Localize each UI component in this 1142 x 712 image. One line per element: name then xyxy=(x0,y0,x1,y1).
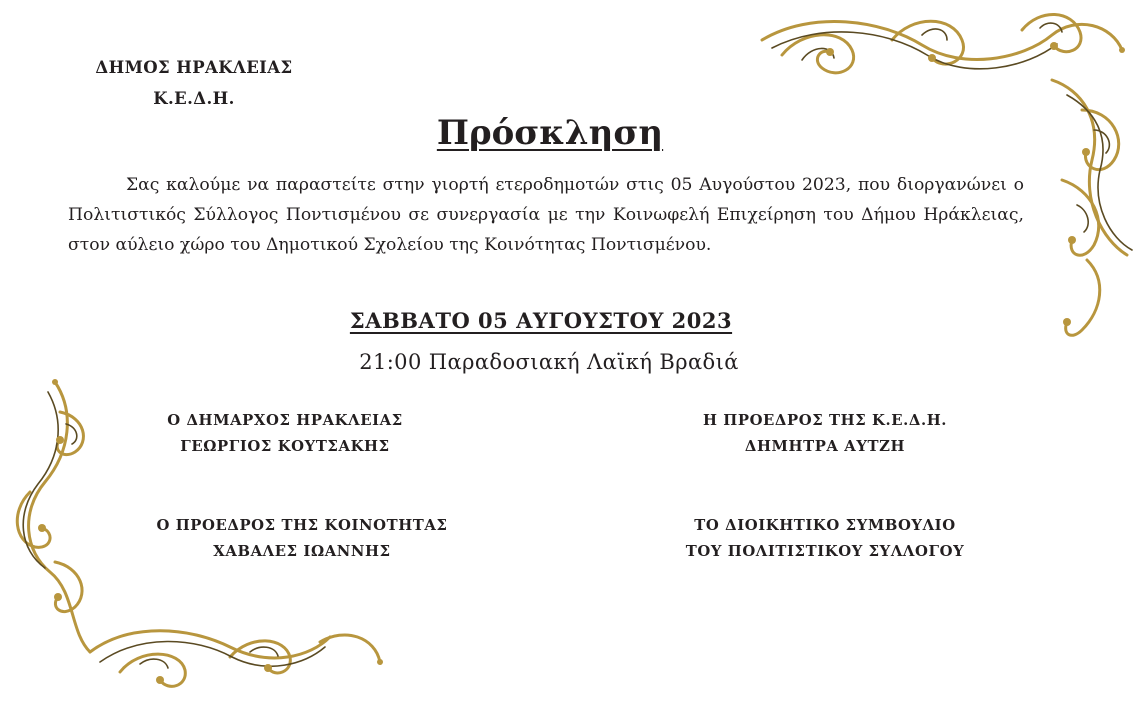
signature-board xyxy=(640,513,1010,565)
signature-name: ΓΕΩΡΓΙΟΣ ΚΟΥΤΣΑΚΗΣ xyxy=(180,438,390,455)
signature-mayor xyxy=(120,408,450,460)
signature-role: Η ΠΡΟΕΔΡΟΣ ΤΗΣ Κ.Ε.Δ.Η. xyxy=(702,412,948,429)
signature-name: ΤΟΥ ΠΟΛΙΤΙΣΤΙΚΟΥ ΣΥΛΛΟΓΟΥ xyxy=(685,543,965,560)
invitation-body: Σας καλούμε να παραστείτε στην γιορτή ετεροδημοτών στις 05 Αυγούστου 2023, που διοργανώνει ο Πολιτιστικός Σύλλογος Ποντισμένου σε συνεργασία με την Κοινωφελή Επιχείρηση του Δήμου Ηράκλειας, στον αύλειο χώρο του Δημοτικού Σχολείου της Κοινότητας Ποντισμένου. xyxy=(68,175,1024,255)
signature-name: ΔΗΜΗΤΡΑ ΑΥΤΖΗ xyxy=(744,438,906,455)
signature-community-president xyxy=(112,513,492,565)
invitation-title: Πρόσκληση xyxy=(436,113,664,153)
signature-role: Ο ΔΗΜΑΡΧΟΣ ΗΡΑΚΛΕΙΑΣ xyxy=(167,412,403,429)
signature-role: ΤΟ ΔΙΟΙΚΗΤΙΚΟ ΣΥΜΒΟΥΛΙΟ xyxy=(694,517,956,534)
organization-name: ΔΗΜΟΣ ΗΡΑΚΛΕΙΑΣ xyxy=(95,58,293,77)
signature-keda-president xyxy=(650,408,1000,460)
organization-subname: Κ.Ε.Δ.Η. xyxy=(153,89,235,108)
event-date: ΣΑΒΒΑΤΟ 05 ΑΥΓΟΥΣΤΟΥ 2023 xyxy=(349,308,733,333)
event-program: 21:00 Παραδοσιακή Λαϊκή Βραδιά xyxy=(359,350,739,374)
signature-role: Ο ΠΡΟΕΔΡΟΣ ΤΗΣ ΚΟΙΝΟΤΗΤΑΣ xyxy=(156,517,448,534)
signature-name: ΧΑΒΑΛΕΣ ΙΩΑΝΝΗΣ xyxy=(213,543,391,560)
